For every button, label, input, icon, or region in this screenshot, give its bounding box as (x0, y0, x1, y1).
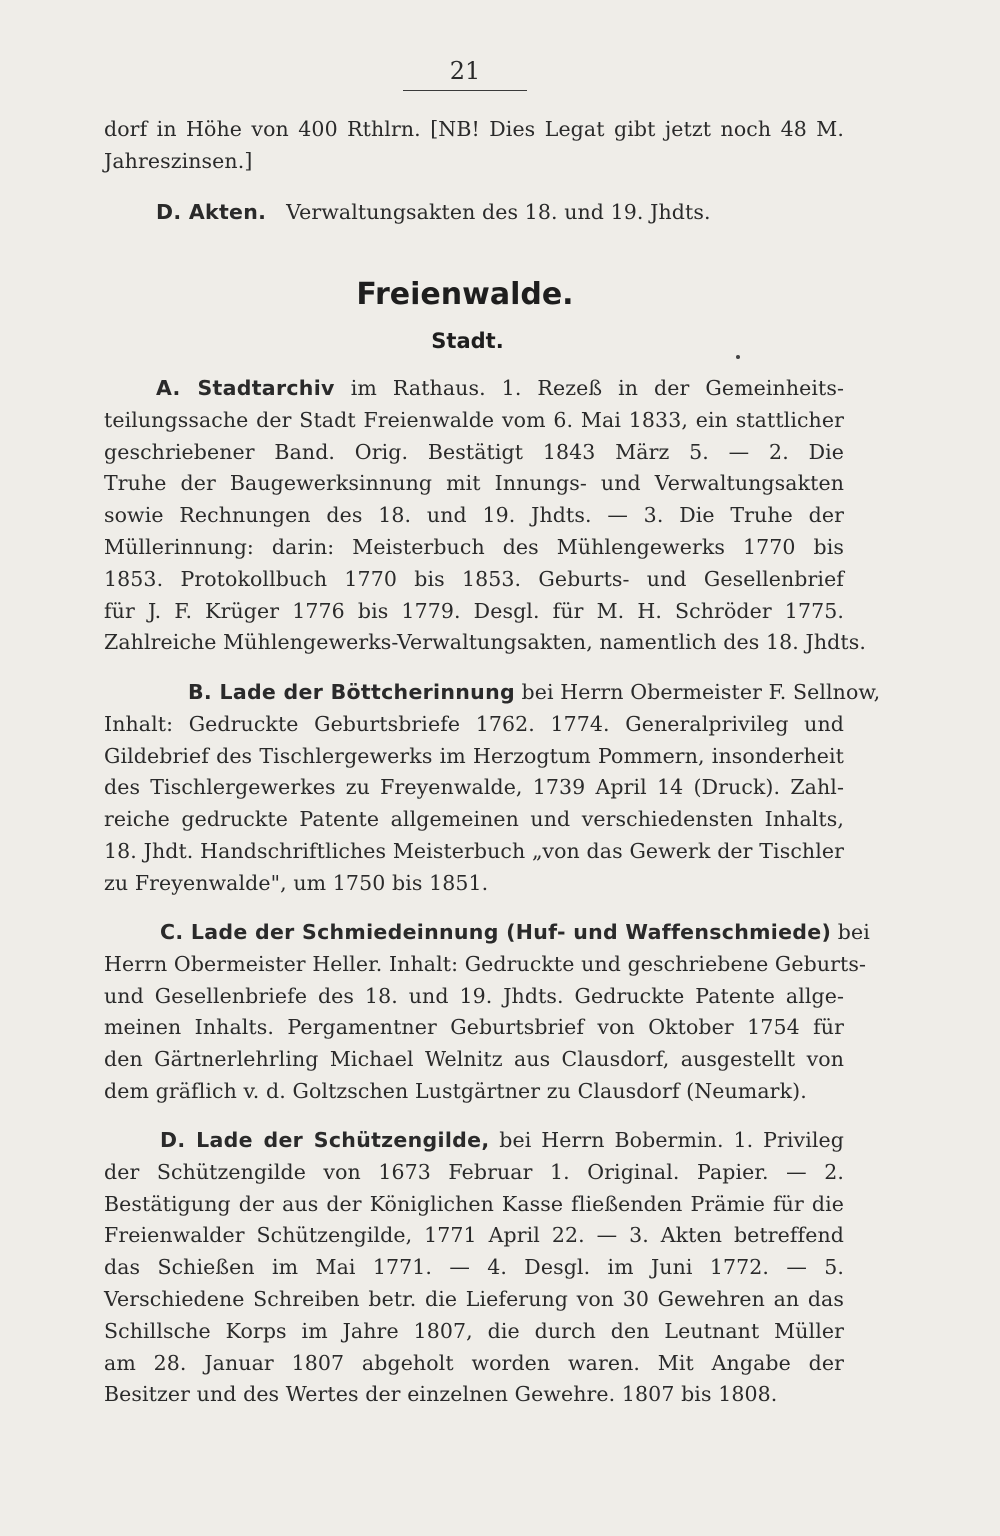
text-line: 1853. Protokollbuch 1770 bis 1853. Geburts- und Gesellenbrief (104, 566, 844, 591)
section-text: im Rathaus. 1. Rezeß in der Gemeinheits- (334, 376, 845, 400)
section-text: bei Herrn Obermeister F. Sellnow, (514, 680, 881, 704)
text-line: Schillsche Korps im Jahre 1807, die durch den Leutnant Müller (104, 1318, 844, 1343)
text-line: am 28. Januar 1807 abgeholt worden waren. Mit Angabe der (104, 1350, 844, 1375)
town-title: Freienwalde. (356, 277, 574, 312)
section-c (104, 917, 870, 1108)
text-line: Zahlreiche Mühlengewerks-Verwaltungsakten, namentlich des 18. Jhdts. (104, 630, 866, 655)
stray-mark (736, 355, 740, 359)
intro-paragraph (104, 114, 844, 178)
text-line: Gildebrief des Tischlergewerks im Herzogtum Pommern, insonderheit (104, 743, 844, 768)
text-line: Inhalt: Gedruckte Geburtsbriefe 1762. 1774. Generalprivileg und (104, 711, 844, 736)
text-line: Freienwalder Schützengilde, 1771 April 22. — 3. Akten betreffend (104, 1223, 844, 1248)
text-line (104, 677, 881, 709)
text-line: Verschiedene Schreiben betr. die Lieferung von 30 Gewehren an das (104, 1286, 844, 1311)
town-subtitle: Stadt. (431, 329, 504, 353)
text-line: für J. F. Krüger 1776 bis 1779. Desgl. für M. H. Schröder 1775. (104, 598, 844, 623)
section-heading: B. Lade der Böttcherinnung (188, 680, 515, 704)
text-line: Bestätigung der aus der Königlichen Kasse fließenden Prämie für die (104, 1191, 844, 1216)
text-line: und Gesellenbriefe des 18. und 19. Jhdts. Gedruckte Patente allge- (104, 983, 844, 1008)
text-line: Jahreszinsen.] (104, 148, 253, 173)
page-number-rule (403, 90, 527, 91)
section-heading: D. Lade der Schützengilde, (160, 1128, 490, 1152)
text-line: den Gärtnerlehrling Michael Welnitz aus Clausdorf, ausgestellt von (104, 1047, 844, 1072)
section-heading: C. Lade der Schmiedeinnung (Huf- und Waffenschmiede) (160, 920, 832, 944)
section-text: Verwaltungsakten des 18. und 19. Jhdts. (286, 200, 711, 224)
text-line: 18. Jhdt. Handschriftliches Meisterbuch „von das Gewerk der Tischler (104, 838, 844, 863)
text-line: meinen Inhalts. Pergamentner Geburtsbrief von Oktober 1754 für (104, 1015, 844, 1040)
text-line: des Tischlergewerkes zu Freyenwalde, 1739 April 14 (Druck). Zahl- (104, 775, 844, 800)
text-line: sowie Rechnungen des 18. und 19. Jhdts. — 3. Die Truhe der (104, 503, 844, 528)
text-line: Herrn Obermeister Heller. Inhalt: Gedruckte und geschriebene Geburts- (104, 951, 867, 976)
text-line: das Schießen im Mai 1771. — 4. Desgl. im Juni 1772. — 5. (104, 1255, 844, 1280)
text-line: Truhe der Baugewerksinnung mit Innungs- und Verwaltungsakten (104, 471, 844, 496)
text-line: geschriebener Band. Orig. Bestätigt 1843 März 5. — 2. Die (104, 439, 844, 464)
text-line: reiche gedruckte Patente allgemeinen und verschiedensten Inhalts, (104, 807, 844, 832)
text-line: zu Freyenwalde", um 1750 bis 1851. (104, 870, 489, 895)
text-line: Müllerinnung: darin: Meisterbuch des Mühlengewerks 1770 bis (104, 534, 844, 559)
section-line (104, 197, 844, 229)
section-text: bei Herrn Bobermin. 1. Privileg (489, 1128, 844, 1152)
section-heading: D. Akten. (156, 200, 267, 224)
section-a (104, 373, 866, 659)
section-heading: A. Stadtarchiv (156, 376, 335, 400)
section-d-akten (104, 197, 844, 229)
section-b (104, 677, 881, 900)
text-line: der Schützengilde von 1673 Februar 1. Original. Papier. — 2. (104, 1159, 844, 1184)
page-number: 21 (449, 57, 481, 85)
text-line: dorf in Höhe von 400 Rthlrn. [NB! Dies Legat gibt jetzt noch 48 M. (104, 117, 844, 141)
text-line: Besitzer und des Wertes der einzelnen Gewehre. 1807 bis 1808. (104, 1382, 778, 1407)
text-line (104, 373, 844, 405)
section-d (104, 1125, 844, 1411)
text-line: teilungssache der Stadt Freienwalde vom 6. Mai 1833, ein stattlicher (104, 407, 844, 432)
text-line (104, 917, 870, 949)
text-line (104, 1125, 844, 1157)
section-text: bei (831, 920, 870, 944)
text-line: dem gräflich v. d. Goltzschen Lustgärtner zu Clausdorf (Neumark). (104, 1078, 807, 1103)
